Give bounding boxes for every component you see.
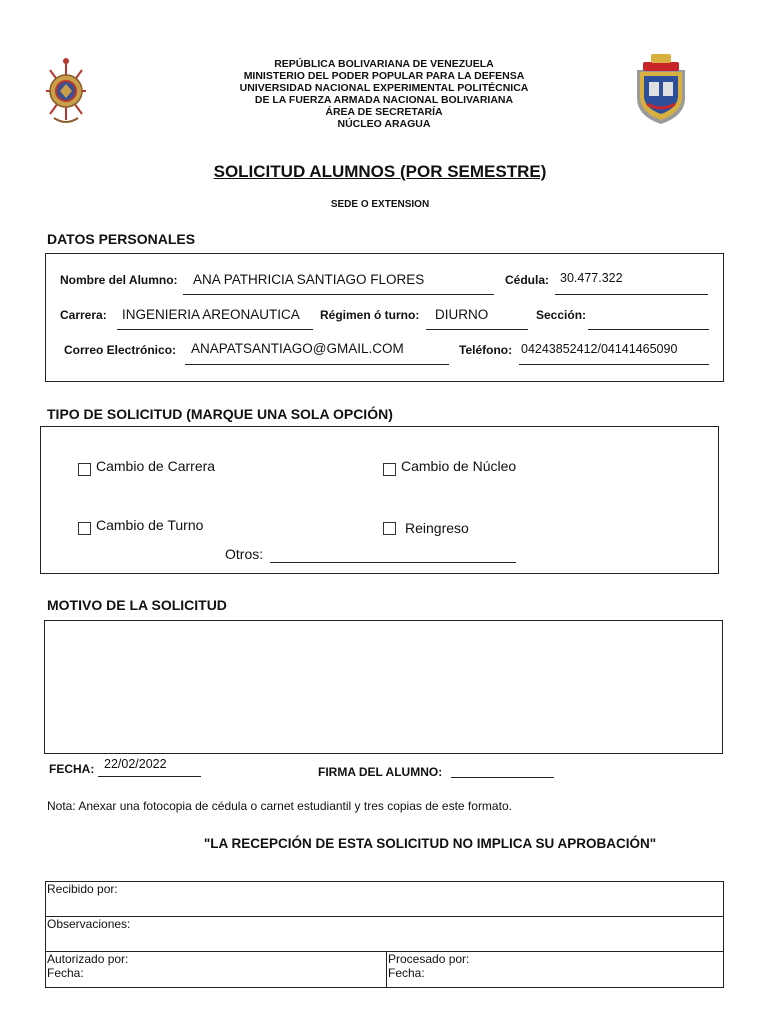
- fecha-underline: [98, 776, 201, 777]
- header-line-6: NÚCLEO ARAGUA: [337, 118, 431, 130]
- seccion-underline: [588, 329, 709, 330]
- seccion-label: Sección:: [536, 308, 587, 322]
- carrera-underline: [117, 329, 313, 330]
- otros-label: Otros:: [225, 546, 264, 562]
- cedula-value[interactable]: 30.477.322: [560, 271, 623, 285]
- telefono-label: Teléfono:: [459, 343, 513, 357]
- carrera-value[interactable]: INGENIERIA AREONAUTICA: [122, 307, 300, 322]
- procesado-cell[interactable]: [387, 952, 724, 988]
- header-line-4: DE LA FUERZA ARMADA NACIONAL BOLIVARIANA: [254, 94, 514, 106]
- telefono-value[interactable]: 04243852412/04141465090: [521, 342, 678, 356]
- institution-header: [0, 58, 768, 130]
- cedula-underline: [555, 294, 708, 295]
- carrera-label: Carrera:: [60, 308, 107, 322]
- tipo-solicitud-heading: TIPO DE SOLICITUD (MARQUE UNA SOLA OPCIÓN): [47, 406, 393, 422]
- regimen-label: Régimen ó turno:: [320, 308, 420, 322]
- motivo-heading: MOTIVO DE LA SOLICITUD: [47, 597, 227, 613]
- cambio-nucleo-label: Cambio de Núcleo: [401, 458, 517, 474]
- procesado-fecha-label: Fecha:: [388, 966, 425, 980]
- regimen-underline: [426, 329, 528, 330]
- form-title: SOLICITUD ALUMNOS (POR SEMESTRE): [213, 162, 547, 181]
- nombre-underline: [183, 294, 494, 295]
- cambio-turno-checkbox[interactable]: [78, 522, 91, 535]
- fecha-label: FECHA:: [49, 762, 95, 776]
- datos-personales-heading: DATOS PERSONALES: [47, 231, 196, 247]
- telefono-underline: [519, 364, 709, 365]
- tipo-solicitud-box: [40, 426, 719, 574]
- header-line-5: ÁREA DE SECRETARÍA: [325, 106, 443, 118]
- correo-value[interactable]: ANAPATSANTIAGO@GMAIL.COM: [191, 341, 404, 356]
- observaciones-label: Observaciones:: [47, 917, 131, 931]
- header-line-3: UNIVERSIDAD NACIONAL EXPERIMENTAL POLITÉCNICA: [239, 82, 529, 94]
- autorizado-cell[interactable]: [46, 952, 387, 988]
- reingreso-checkbox[interactable]: [383, 522, 396, 535]
- correo-underline: [185, 364, 449, 365]
- form-subtitle: SEDE O EXTENSION: [330, 199, 430, 210]
- cambio-carrera-checkbox[interactable]: [78, 463, 91, 476]
- recibido-label: Recibido por:: [47, 882, 118, 896]
- processing-table: [45, 881, 724, 988]
- cambio-turno-label: Cambio de Turno: [96, 517, 204, 533]
- attachment-note: Nota: Anexar una fotocopia de cédula o carnet estudiantil y tres copias de este formato.: [47, 799, 512, 813]
- motivo-textarea[interactable]: [44, 620, 723, 754]
- reingreso-label: Reingreso: [405, 520, 469, 536]
- firma-label: FIRMA DEL ALUMNO:: [318, 765, 443, 779]
- cambio-carrera-label: Cambio de Carrera: [96, 458, 216, 474]
- autorizado-fecha-label: Fecha:: [47, 966, 84, 980]
- nombre-label: Nombre del Alumno:: [60, 273, 178, 287]
- regimen-value[interactable]: DIURNO: [435, 307, 489, 322]
- firma-signature-line[interactable]: [451, 777, 554, 778]
- correo-label: Correo Electrónico:: [64, 343, 177, 357]
- observaciones-cell[interactable]: [46, 917, 724, 952]
- cedula-label: Cédula:: [505, 273, 550, 287]
- recibido-cell[interactable]: [46, 882, 724, 917]
- header-line-1: REPÚBLICA BOLIVARIANA DE VENEZUELA: [274, 58, 494, 70]
- disclaimer-text: "LA RECEPCIÓN DE ESTA SOLICITUD NO IMPLICA SU APROBACIÓN": [203, 836, 657, 851]
- nombre-value[interactable]: ANA PATHRICIA SANTIAGO FLORES: [193, 272, 425, 287]
- autorizado-label: Autorizado por:: [47, 952, 129, 966]
- fecha-value[interactable]: 22/02/2022: [104, 757, 167, 771]
- otros-underline: [270, 562, 516, 563]
- cambio-nucleo-checkbox[interactable]: [383, 463, 396, 476]
- header-line-2: MINISTERIO DEL PODER POPULAR PARA LA DEFENSA: [243, 70, 525, 82]
- procesado-label: Procesado por:: [388, 952, 470, 966]
